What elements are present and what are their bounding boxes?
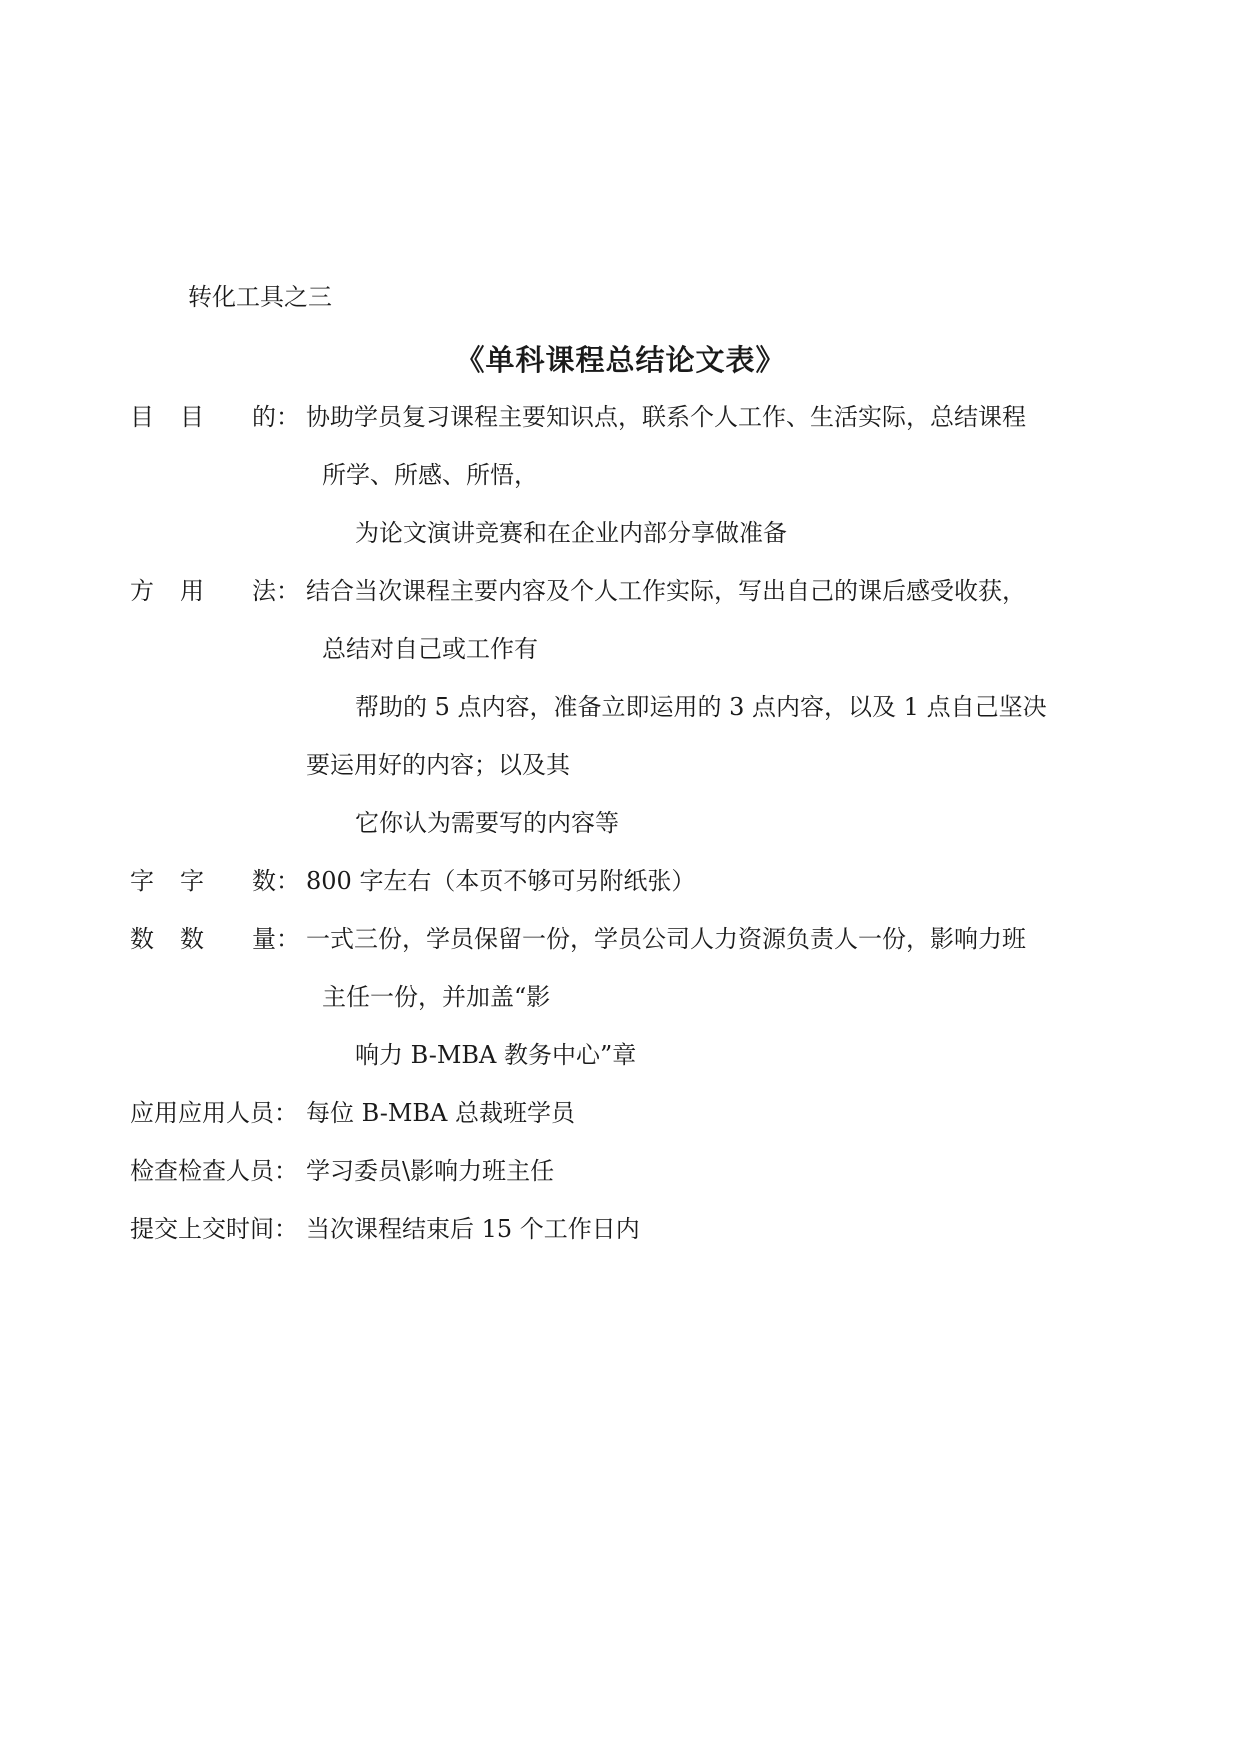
- quantity-label-char-2: 数: [180, 925, 204, 953]
- quantity-label-char-1: 数: [130, 925, 154, 953]
- quantity-line-3: 响力 B-MBA 教务中心”章: [355, 1041, 637, 1069]
- document-subtitle: 转化工具之三: [188, 283, 332, 311]
- method-label-char-3: 法：: [252, 577, 300, 605]
- quantity-line-1: 一式三份，学员保留一份，学员公司人力资源负责人一份，影响力班: [306, 925, 1026, 953]
- wordcount-line-1: 800 字左右（本页不够可另附纸张）: [306, 867, 696, 895]
- purpose-label-char-2: 目: [180, 403, 204, 431]
- users-value: 每位 B-MBA 总裁班学员: [306, 1099, 575, 1127]
- wordcount-label-char-1: 字: [130, 867, 154, 895]
- quantity-label: [130, 924, 310, 954]
- quantity-line-2: 主任一份，并加盖“影: [322, 983, 551, 1011]
- document-title: 《单科课程总结论文表》: [455, 343, 786, 377]
- method-line-2: 总结对自己或工作有: [322, 635, 538, 663]
- purpose-label: [130, 402, 310, 432]
- deadline-label: 提交上交时间：: [130, 1215, 298, 1243]
- method-line-1: 结合当次课程主要内容及个人工作实际，写出自己的课后感受收获，: [306, 577, 1026, 605]
- method-line-5: 它你认为需要写的内容等: [355, 809, 619, 837]
- purpose-label-char-3: 的：: [252, 403, 300, 431]
- wordcount-label: [130, 866, 310, 896]
- deadline-value: 当次课程结束后 15 个工作日内: [306, 1215, 640, 1243]
- method-label-char-1: 方: [130, 577, 154, 605]
- purpose-line-1: 协助学员复习课程主要知识点，联系个人工作、生活实际，总结课程: [306, 403, 1026, 431]
- users-label: 应用应用人员：: [130, 1099, 298, 1127]
- purpose-line-2: 所学、所感、所悟，: [322, 461, 538, 489]
- quantity-label-char-3: 量：: [252, 925, 300, 953]
- purpose-line-3: 为论文演讲竞赛和在企业内部分享做准备: [355, 519, 787, 547]
- method-label: [130, 576, 310, 606]
- purpose-label-char-1: 目: [130, 403, 154, 431]
- checkers-label: 检查检查人员：: [130, 1157, 298, 1185]
- method-line-3: 帮助的 5 点内容，准备立即运用的 3 点内容，以及 1 点自己坚决: [355, 693, 1047, 721]
- method-line-4: 要运用好的内容；以及其: [306, 751, 570, 779]
- checkers-value: 学习委员\影响力班主任: [306, 1157, 555, 1185]
- wordcount-label-char-2: 字: [180, 867, 204, 895]
- wordcount-label-char-3: 数：: [252, 867, 300, 895]
- method-label-char-2: 用: [180, 577, 204, 605]
